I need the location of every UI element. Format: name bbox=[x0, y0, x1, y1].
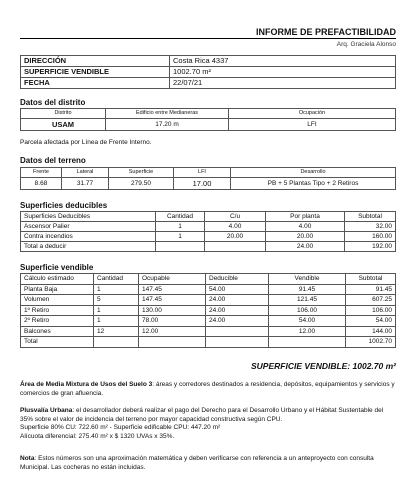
cell: 12 bbox=[94, 326, 139, 337]
table-header-row bbox=[21, 274, 396, 285]
distrito-table bbox=[20, 108, 396, 131]
area-paragraph bbox=[20, 381, 396, 398]
superficie-line: Superficie 80% CU: 722.60 m² - Superficie edificable CPU: 447.20 m² bbox=[20, 424, 221, 432]
cell: 20.00 bbox=[205, 232, 266, 242]
col-header: Distrito bbox=[21, 109, 106, 119]
col-header: Cálculo estimado bbox=[21, 274, 94, 285]
col-header: Subtotal bbox=[346, 274, 396, 285]
nota-text: : Estos números son una aproximación matemática y deben verificarse con referencia a un anteproyecto con consulta Municipal. Las cocheras no están incluidas. bbox=[20, 455, 374, 471]
plusvalia-heading: Plusvalía Urbana bbox=[20, 407, 73, 414]
col-header: Superficie bbox=[109, 168, 174, 178]
section-title-terreno: Datos del terreno bbox=[20, 156, 86, 165]
area-heading: Área de Media Mixtura de Usos del Suelo 3 bbox=[20, 381, 153, 388]
superficie-vendible-total: SUPERFICIE VENDIBLE: 1002.70 m² bbox=[250, 361, 396, 371]
cell: 12.00 bbox=[139, 326, 206, 337]
cell: 24.00 bbox=[206, 295, 269, 306]
col-header: Cantidad bbox=[156, 212, 205, 222]
table-row bbox=[21, 316, 396, 327]
cell: 192.00 bbox=[345, 242, 396, 252]
col-header: LFI bbox=[174, 168, 231, 178]
cell: 147.45 bbox=[139, 284, 206, 295]
cell: 20.00 bbox=[266, 232, 345, 242]
table-row bbox=[21, 295, 396, 306]
cell bbox=[156, 242, 205, 252]
cell: 607.25 bbox=[346, 295, 396, 306]
table-row bbox=[21, 119, 396, 131]
table-row bbox=[21, 242, 396, 252]
cell: Volumen bbox=[21, 295, 94, 306]
deducibles-table bbox=[20, 211, 396, 252]
cell: 24.00 bbox=[266, 242, 345, 252]
cell: 17.00 bbox=[174, 178, 231, 190]
cell: 91.45 bbox=[269, 284, 346, 295]
cell: Total a deducir bbox=[21, 242, 156, 252]
summary-value: 22/07/21 bbox=[170, 78, 396, 89]
summary-row bbox=[21, 56, 396, 67]
cell: 147.45 bbox=[139, 295, 206, 306]
summary-row bbox=[21, 67, 396, 78]
table-header-row bbox=[21, 109, 396, 119]
section-title-deducibles: Superficies deducibles bbox=[20, 201, 108, 210]
cell: 1 bbox=[94, 305, 139, 316]
cell: 54.00 bbox=[346, 316, 396, 327]
cell: USAM bbox=[21, 119, 106, 131]
cell: PB + 5 Plantas Tipo + 2 Retiros bbox=[231, 178, 396, 190]
table-row bbox=[21, 337, 396, 348]
summary-table bbox=[20, 55, 396, 89]
col-header: Desarrollo bbox=[231, 168, 396, 178]
cell: 1 bbox=[94, 316, 139, 327]
cell: Contra incendios bbox=[21, 232, 156, 242]
cell: 54.00 bbox=[206, 284, 269, 295]
cell: 279.50 bbox=[109, 178, 174, 190]
table-header-row bbox=[21, 212, 396, 222]
cell bbox=[94, 337, 139, 348]
cell: 91.45 bbox=[346, 284, 396, 295]
nota-heading: Nota bbox=[20, 455, 35, 462]
cell: 2º Retiro bbox=[21, 316, 94, 327]
nota-paragraph bbox=[20, 455, 396, 472]
cell: 78.00 bbox=[139, 316, 206, 327]
table-row bbox=[21, 222, 396, 232]
cell: 17.20 m bbox=[106, 119, 229, 131]
col-header: Por planta bbox=[266, 212, 345, 222]
cell: 106.00 bbox=[346, 305, 396, 316]
cell: 4.00 bbox=[205, 222, 266, 232]
cell: LFI bbox=[229, 119, 396, 131]
col-header: Lateral bbox=[62, 168, 109, 178]
cell: 12.00 bbox=[269, 326, 346, 337]
summary-label: FECHA bbox=[21, 78, 170, 89]
cell: 1 bbox=[156, 232, 205, 242]
table-row bbox=[21, 284, 396, 295]
report-title: INFORME DE PREFACTIBILIDAD bbox=[255, 27, 396, 37]
cell bbox=[205, 242, 266, 252]
cell: 1 bbox=[94, 284, 139, 295]
cell: 8.68 bbox=[21, 178, 62, 190]
table-row bbox=[21, 326, 396, 337]
cell bbox=[206, 326, 269, 337]
col-header: Superficies Deducibles bbox=[21, 212, 156, 222]
col-header: Edificio entre Medianeras bbox=[106, 109, 229, 119]
cell: 31.77 bbox=[62, 178, 109, 190]
alicuota-line: Alícuota diferencial: 275.40 m² x $ 1320 UVAs x 35%. bbox=[20, 432, 175, 440]
report-header bbox=[20, 26, 396, 39]
cell bbox=[139, 337, 206, 348]
col-header: Deducible bbox=[206, 274, 269, 285]
area-text: : áreas y corredores destinados a residencia, depósitos, equipamientos y servicios y comercios de gran afluencia. bbox=[20, 381, 395, 397]
cell: 24.00 bbox=[206, 316, 269, 327]
plusvalia-paragraph bbox=[20, 407, 396, 441]
table-row bbox=[21, 232, 396, 242]
col-header: Vendible bbox=[269, 274, 346, 285]
summary-row bbox=[21, 78, 396, 89]
cell: Planta Baja bbox=[21, 284, 94, 295]
report-author: Arq. Graciela Alonso bbox=[336, 41, 396, 48]
terreno-table bbox=[20, 167, 396, 190]
col-header: Ocupable bbox=[139, 274, 206, 285]
cell: 4.00 bbox=[266, 222, 345, 232]
col-header: Frente bbox=[21, 168, 62, 178]
summary-label: DIRECCIÓN bbox=[21, 56, 170, 67]
cell: 1 bbox=[156, 222, 205, 232]
cell: 5 bbox=[94, 295, 139, 306]
cell: 24.00 bbox=[206, 305, 269, 316]
col-header: Subtotal bbox=[345, 212, 396, 222]
cell: 130.00 bbox=[139, 305, 206, 316]
cell bbox=[269, 337, 346, 348]
cell: Balcones bbox=[21, 326, 94, 337]
cell: 1º Retiro bbox=[21, 305, 94, 316]
cell: 54.00 bbox=[269, 316, 346, 327]
summary-label: SUPERFICIE VENDIBLE bbox=[21, 67, 170, 78]
table-row bbox=[21, 178, 396, 190]
cell: 32.00 bbox=[345, 222, 396, 232]
distrito-note: Parcela afectada por Línea de Frente Interno. bbox=[20, 139, 152, 146]
cell: 106.00 bbox=[269, 305, 346, 316]
summary-value: 1002.70 m² bbox=[170, 67, 396, 78]
summary-value: Costa Rica 4337 bbox=[170, 56, 396, 67]
cell: 160.00 bbox=[345, 232, 396, 242]
section-title-vendible: Superficie vendible bbox=[20, 263, 94, 272]
table-row bbox=[21, 305, 396, 316]
cell: Ascensor Palier bbox=[21, 222, 156, 232]
cell: Total bbox=[21, 337, 94, 348]
col-header: Cantidad bbox=[94, 274, 139, 285]
col-header: C/u bbox=[205, 212, 266, 222]
plusvalia-text: : el desarrollador deberá realizar el pago del Derecho para el Desarrollo Urbano y el Hábitat Sustentable del 35% sobre el valor de incidencia del terreno por mayor capacidad constructiva según CPU. bbox=[20, 407, 384, 423]
cell: 144.00 bbox=[346, 326, 396, 337]
vendible-table bbox=[20, 273, 396, 348]
cell: 121.45 bbox=[269, 295, 346, 306]
cell: 1002.70 bbox=[346, 337, 396, 348]
table-header-row bbox=[21, 168, 396, 178]
col-header: Ocupación bbox=[229, 109, 396, 119]
cell bbox=[206, 337, 269, 348]
section-title-distrito: Datos del distrito bbox=[20, 98, 86, 107]
